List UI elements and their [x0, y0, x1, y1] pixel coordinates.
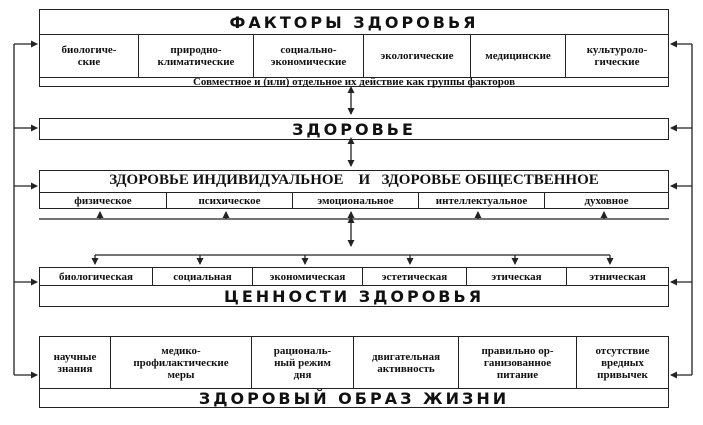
health-components-row — [40, 193, 668, 209]
health-title: ЗДОРОВЬЕ — [292, 120, 416, 139]
lifestyle-box — [39, 336, 669, 408]
component-spiritual: духовное — [544, 193, 668, 209]
value-ethical: этическая — [466, 268, 566, 285]
lifestyle-knowledge: научные знания — [53, 350, 97, 375]
value-aesthetic: эстетическая — [362, 268, 466, 285]
factors-box — [39, 9, 669, 87]
value-economic: экономическая — [252, 268, 362, 285]
lifestyle-no-bad-habits: отсутствие вредных привычек — [576, 337, 668, 388]
value-social: социальная — [152, 268, 252, 285]
factor-socioeconomic: социально- экономические — [253, 35, 363, 77]
factor-biological: биологиче- ские — [61, 44, 117, 68]
factors-footer: Совместное и (или) отдельное их действие как группы факторов — [192, 76, 516, 88]
values-row — [40, 268, 668, 285]
lifestyle-nutrition: правильно ор- ганизованное питание — [458, 337, 576, 388]
value-ethnic: этническая — [566, 268, 668, 285]
values-title: ЦЕННОСТИ ЗДОРОВЬЯ — [223, 287, 485, 306]
component-physical: физическое — [74, 195, 132, 207]
factor-cultural: культуроло- гические — [565, 35, 668, 77]
factor-medical: медицинские — [470, 35, 565, 77]
factors-row — [40, 35, 668, 77]
lifestyle-daily-routine: рациональ- ный режим дня — [251, 337, 353, 388]
factor-ecological: экологические — [363, 35, 470, 77]
individual-health-title: ЗДОРОВЬЕ ИНДИВИДУАЛЬНОЕ И ЗДОРОВЬЕ ОБЩЕСТВЕННОЕ — [109, 172, 599, 188]
lifestyle-row — [40, 337, 668, 388]
component-intellectual: интеллектуальное — [418, 193, 544, 209]
lifestyle-physical-activity: двигательная активность — [353, 337, 458, 388]
component-emotional: эмоциональное — [292, 193, 418, 209]
values-box — [39, 267, 669, 307]
health-box — [39, 118, 669, 140]
lifestyle-prevention: медико- профилактические меры — [110, 337, 251, 388]
value-biological: биологическая — [59, 270, 133, 283]
component-psychic: психическое — [166, 193, 292, 209]
individual-health-box — [39, 170, 669, 209]
lifestyle-title: ЗДОРОВЫЙ ОБРАЗ ЖИЗНИ — [198, 389, 510, 408]
factors-title: ФАКТОРЫ ЗДОРОВЬЯ — [229, 13, 479, 32]
factor-climatic: природно- климатические — [138, 35, 253, 77]
